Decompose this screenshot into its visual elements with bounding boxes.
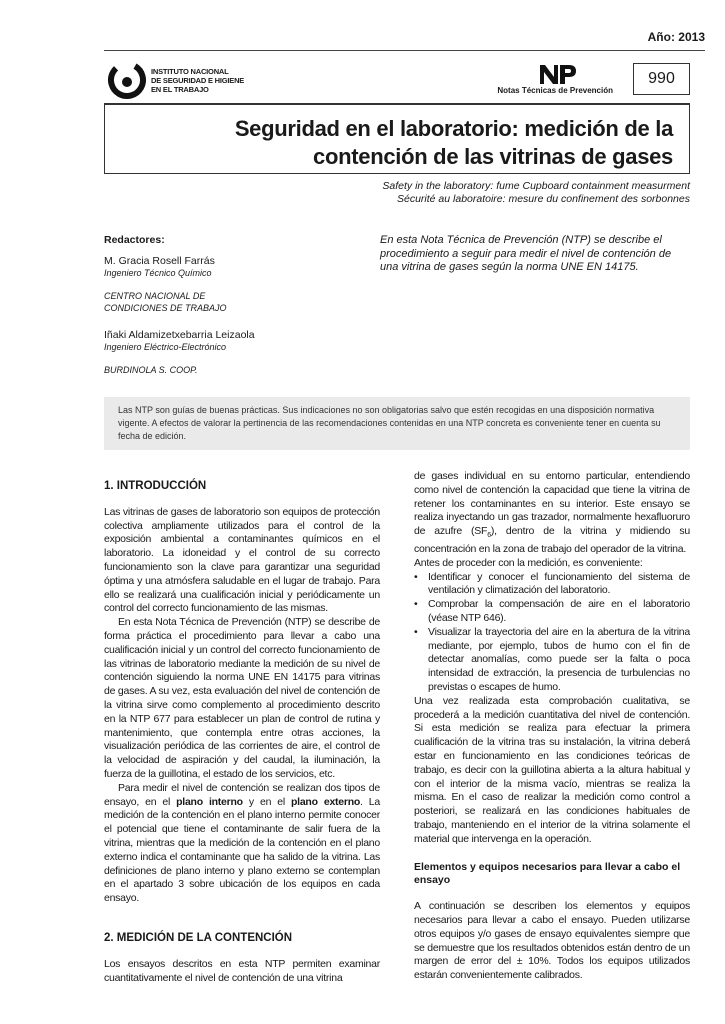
ntp-number-box: 990 bbox=[633, 63, 690, 95]
year-label: Año: 2013 bbox=[647, 30, 705, 44]
list-item: • Comprobar la compensación de aire en el laboratorio (véase NTP 646). bbox=[414, 598, 690, 626]
paragraph: Los ensayos descritos en esta NTP permiten examinar cuantitativamente el nivel de contención de una vitrina bbox=[104, 957, 380, 984]
right-column bbox=[414, 470, 690, 983]
title-box bbox=[104, 103, 690, 174]
abstract: En esta Nota Técnica de Prevención (NTP) se describe el procedimiento a seguir para medir el nivel de contención de una vitrina de gases según la norma UNE EN 14175. bbox=[380, 234, 672, 273]
page-title: Seguridad en el laboratorio: medición de la contención de las vitrinas de gases bbox=[234, 116, 673, 169]
paragraph: Una vez realizada esta comprobación cualitativa, se procederá a la medición cuantitativa del nivel de contención. Si esta medición se realiza para efectuar la primera cualificación de la vitrina tras su instalación, la vitrina deberá estar en funcionamiento en las condiciones teóricas de trabajo, es decir con la guillotina abierta a la altura habitual y con el interior de la misma vacío, mientras se realiza la misma. En el caso de realizar la medición como control a posteriori, se realizará en las condiciones habituales de trabajo, manteniendo en el interior de la vitrina solamente el material que intervenga en la operación. bbox=[414, 694, 690, 845]
paragraph: Las vitrinas de gases de laboratorio son equipos de protección colectiva ampliamente utilizados para el control de la exposición ambiental a contaminantes químicos en el laboratorio. La idoneidad y el control de su correcto funcionamiento son la clave para garantizar una seguridad óptima y una atmósfera saludable en el lugar de trabajo. Para ello se realizará una cualificación inicial y periódicamente un control del correcto funcionamiento de las mismas. bbox=[104, 505, 380, 615]
paragraph: de gases individual en su entorno particular, entendiendo como nivel de contención la capacidad que tiene la vitrina de retener los contaminantes en su interior. Este ensayo se realiza inyectando un gas trazador, normalmente hexafluoruro de azufre $(SF_6)$, dentro de la vitrina y midiendo su concentración en la zona de trabajo del operador de la vitrina. bbox=[414, 470, 690, 556]
paragraph: A continuación se describen los elementos y equipos necesarios para llevar a cabo el ensayo. Pueden utilizarse otros equipos y/o gases de ensayo equivalentes siempre que se demuestre que los resultados obtenidos están dentro de un margen de error del ± 10%. Todos los equipos utilizados estarán convenientemente calibrados. bbox=[414, 900, 690, 982]
bullet-list bbox=[414, 571, 690, 695]
author-organization: CENTRO NACIONAL DE CONDICIONES DE TRABAJO bbox=[104, 290, 227, 313]
author-organization: BURDINOLA S. COOP. bbox=[104, 364, 198, 375]
top-rule bbox=[104, 50, 705, 51]
section-heading: 1. INTRODUCCIÓN bbox=[104, 480, 207, 492]
author-role: Ingeniero Técnico Químico bbox=[104, 268, 212, 278]
author-role: Ingeniero Eléctrico-Electrónico bbox=[104, 342, 227, 352]
paragraph: En esta Nota Técnica de Prevención (NTP) se describe de forma práctica el procedimiento para llevar a cabo una cualificación inicial y un control del correcto funcionamiento de las vitrinas de laboratorio mediante la medición de su nivel de contención siguiendo la norma UNE EN 14175 para vitrinas de gases. A su vez, esta evaluación del nivel de contención de la vitrina sirve como complemento al procedimiento descrito en la NTP 677 para establecer un plan de control de rutina y mantenimiento, que contempla entre otras acciones, la visualización periódica de las corrientes de aire, el control de la velocidad de aspiración y del caudal, la iluminación, la fuerza de la guillotina, el estado de los servicios, etc. bbox=[104, 616, 380, 780]
notice-box: Las NTP son guías de buenas prácticas. Sus indicaciones no son obligatorias salvo que estén recogidas en una disposición normativa vigente. A efectos de valorar la pertinencia de las recomendaciones contenidas en una NTP concreta es conveniente tener en cuenta su fecha de edición. bbox=[104, 397, 690, 450]
authors-heading: Redactores: bbox=[104, 234, 165, 246]
subtitle-french: Sécurité au laboratoire: mesure du confinement des sorbonnes bbox=[396, 193, 690, 205]
subsection-heading: Elementos y equipos necesarios para llevar a cabo el ensayo bbox=[414, 860, 681, 887]
paragraph: Para medir el nivel de contención se realizan dos tipos de ensayo, en el plano interno y en el plano externo. La medición de la contención en el plano interno permite conocer el potencial que tiene el contaminante de salir fuera de la vitrina, mientras que la medición de la contención en el plano externo indica el contaminante que ha salido de la vitrina. Las definiciones de plano interno y plano externo se contemplan en el apartado 3 sobre ubicación de los equipos en cada ensayo. bbox=[104, 781, 380, 905]
author-name: Iñaki Aldamizetxebarria Leizaola bbox=[104, 328, 255, 341]
section-heading: 2. MEDICIÓN DE LA CONTENCIÓN bbox=[104, 931, 293, 944]
ntp-mark-icon bbox=[538, 63, 578, 85]
left-column bbox=[104, 480, 380, 985]
list-item: • Identificar y conocer el funcionamiento del sistema de ventilación y climatización del laboratorio. bbox=[414, 571, 690, 599]
author-name: M. Gracia Rosell Farrás bbox=[104, 254, 215, 267]
translated-titles bbox=[0, 180, 690, 206]
authors-block bbox=[104, 234, 364, 390]
institute-name: INSTITUTO NACIONAL DE SEGURIDAD E HIGIENE EN EL TRABAJO bbox=[151, 66, 245, 94]
series-label: Notas Técnicas de Prevención bbox=[497, 86, 613, 95]
paragraph: Antes de proceder con la medición, es conveniente: bbox=[414, 556, 643, 569]
subtitle-english: Safety in the laboratory: fume Cupboard containment measurment bbox=[382, 180, 690, 192]
list-item: • Visualizar la trayectoria del aire en la abertura de la vitrina mediante, por ejemplo, tubos de humo con el fin de detectar anomalías, como puede ser la falta o poca intensidad de extracción, la presencia de turbulencias no previstas o escapes de humo. bbox=[414, 626, 690, 695]
